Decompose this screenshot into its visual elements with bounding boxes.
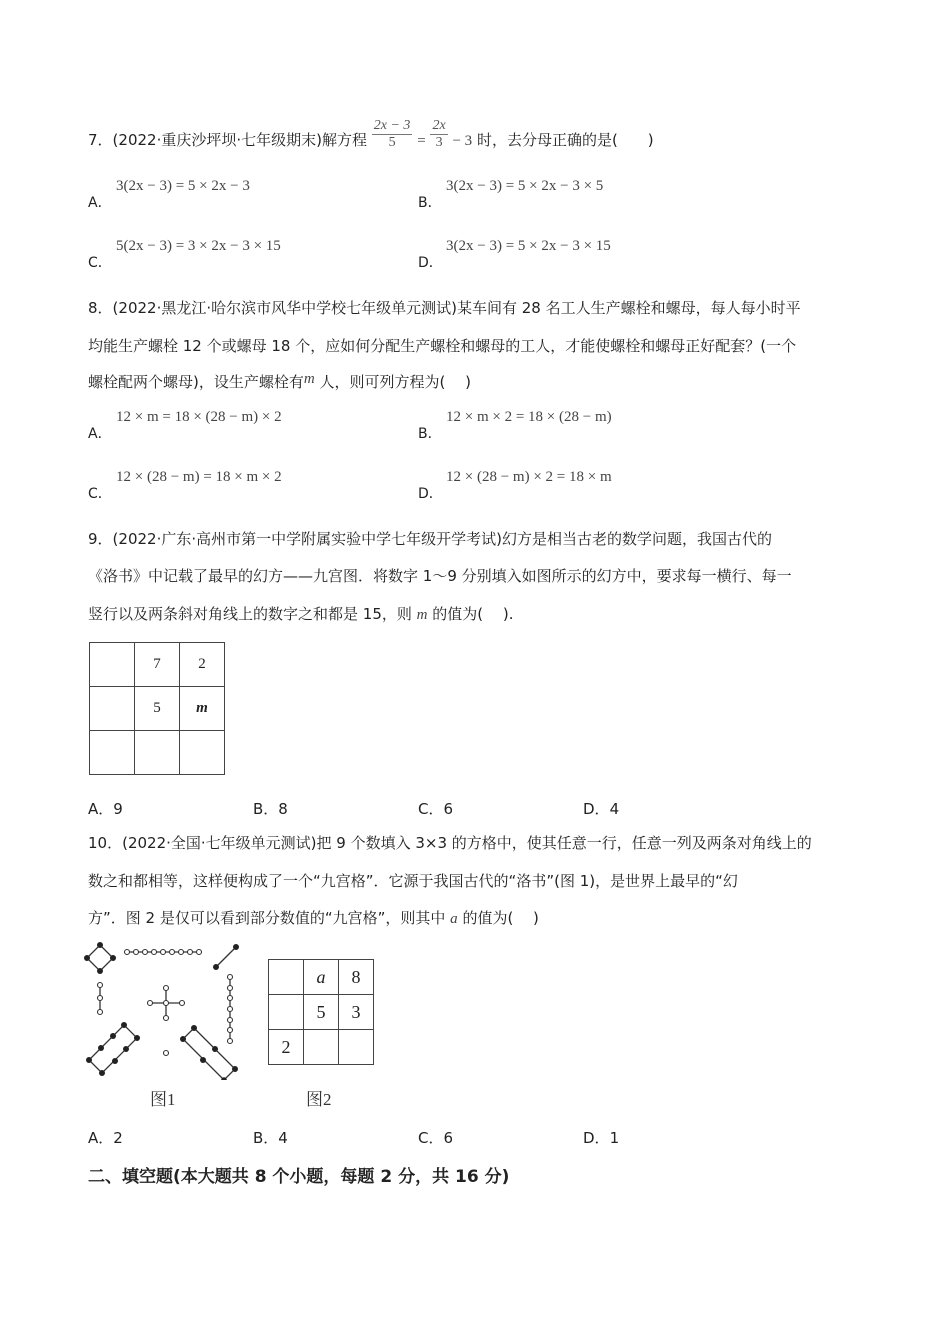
q7-option-c-expr: 5(2x − 3) = 3 × 2x − 3 × 15 — [116, 238, 281, 254]
q7-minus-three: − 3 — [452, 133, 473, 149]
q8-option-a-expr: 12 × m = 18 × (28 − m) × 2 — [116, 409, 282, 425]
q9-option-a-value: 9 — [113, 800, 123, 818]
q9-cell-r3c1 — [90, 731, 135, 775]
q10-cell-r2c1 — [269, 995, 304, 1030]
q7-option-d-expr: 3(2x − 3) = 5 × 2x − 3 × 15 — [446, 238, 611, 254]
q9-var-m: m — [416, 607, 428, 623]
q8-option-c-label: C． — [88, 486, 112, 502]
q8-option-a-label: A． — [88, 426, 112, 442]
q8-line-1: 8．(2022·黑龙江·哈尔滨市风华中学校七年级单元测试)某车间有 28 名工人生产螺栓和螺母，每人每小时平 — [88, 299, 801, 317]
section-2-heading: 二、填空题(本大题共 8 个小题，每题 2 分，共 16 分) — [88, 1167, 510, 1187]
q9-line-3-suffix: 的值为( ). — [427, 605, 514, 623]
q8-var-m: m — [303, 371, 315, 387]
q7-frac2-numerator: 2x — [432, 118, 446, 133]
q7-equals: = — [417, 133, 426, 149]
q10-option-d-label: D． — [583, 1129, 610, 1147]
q9-option-d — [583, 799, 619, 819]
q9-cell-r1c3: 2 — [180, 643, 225, 687]
q8-option-c-expr: 12 × (28 − m) = 18 × m × 2 — [116, 469, 282, 485]
q9-cell-r1c2: 7 — [135, 643, 180, 687]
q10-fig2-caption: 图2 — [306, 1090, 332, 1109]
q9-option-d-value: 4 — [609, 800, 620, 818]
q7-option-d-label: D． — [418, 255, 443, 271]
q7-option-a-label: A． — [88, 195, 112, 211]
q10-option-a — [88, 1128, 123, 1148]
q9-option-c-label: C． — [418, 800, 444, 818]
q10-cell-r1c2: a — [304, 960, 339, 995]
q7-stem — [88, 118, 654, 151]
q9-option-b — [253, 799, 288, 819]
q10-option-a-label: A． — [88, 1129, 114, 1147]
q10-option-d-value: 1 — [609, 1129, 620, 1147]
q8-line-3-prefix: 螺栓配两个螺母)，设生产螺栓有 — [88, 373, 304, 391]
q7-option-c-label: C． — [88, 255, 112, 271]
q7-frac1-numerator: 2x − 3 — [373, 118, 411, 133]
q7-frac2-denominator: 3 — [435, 135, 443, 150]
q8-option-d-label: D． — [418, 486, 443, 502]
q9-cell-r2c2: 5 — [135, 687, 180, 731]
q8-option-d-expr: 12 × (28 − m) × 2 = 18 × m — [446, 469, 612, 485]
q10-cell-r2c2: 5 — [304, 995, 339, 1030]
q9-line-3 — [88, 604, 514, 625]
q10-magic-square — [268, 959, 374, 1065]
q10-option-a-value: 2 — [113, 1129, 123, 1147]
q7-stem-suffix: 时，去分母正确的是( ) — [476, 131, 654, 149]
q9-cell-r2c3: m — [180, 687, 225, 731]
q10-line-1: 10．(2022·全国·七年级单元测试)把 9 个数填入 3×3 的方格中，使其任意一行，任意一列及两条对角线上的 — [88, 834, 812, 852]
q7-fraction-1 — [372, 118, 413, 151]
q10-option-c-value: 6 — [443, 1129, 454, 1147]
q9-option-a — [88, 799, 123, 819]
q8-line-3 — [88, 372, 471, 393]
q9-option-c — [418, 799, 453, 819]
q10-luoshu-figure — [82, 940, 244, 1080]
q10-line-3-prefix: 方”．图 2 是仅可以看到部分数值的“九宫格”，则其中 — [88, 909, 451, 927]
q9-option-a-label: A． — [88, 800, 114, 818]
q9-cell-r3c3 — [180, 731, 225, 775]
q10-cell-r2c3: 3 — [339, 995, 374, 1030]
q10-option-b-value: 4 — [278, 1129, 288, 1147]
q8-option-b-label: B． — [418, 426, 442, 442]
q10-cell-r1c3: 8 — [339, 960, 374, 995]
q10-cell-r3c1: 2 — [269, 1030, 304, 1065]
q9-option-b-label: B． — [253, 800, 279, 818]
q9-cell-r3c2 — [135, 731, 180, 775]
q9-line-1: 9．(2022·广东·高州市第一中学附属实验中学七年级开学考试)幻方是相当古老的数学问题，我国古代的 — [88, 530, 772, 548]
q10-option-d — [583, 1128, 619, 1148]
q7-frac1-denominator: 5 — [388, 135, 396, 150]
q10-option-c-label: C． — [418, 1129, 444, 1147]
q9-option-d-label: D． — [583, 800, 610, 818]
q9-option-c-value: 6 — [443, 800, 454, 818]
q8-line-2: 均能生产螺栓 12 个或螺母 18 个，应如何分配生产螺栓和螺母的工人，才能使螺栓和螺母正好配套？(一个 — [88, 337, 797, 355]
q8-option-b-expr: 12 × m × 2 = 18 × (28 − m) — [446, 409, 612, 425]
q10-option-b-label: B． — [253, 1129, 279, 1147]
q7-option-a-expr: 3(2x − 3) = 5 × 2x − 3 — [116, 178, 250, 194]
q8-line-3-suffix: 人，则可列方程为( ) — [314, 373, 471, 391]
q7-option-b-expr: 3(2x − 3) = 5 × 2x − 3 × 5 — [446, 178, 604, 194]
q10-line-3-suffix: 的值为( ) — [457, 909, 539, 927]
q9-magic-square — [89, 642, 225, 775]
q9-line-2: 《洛书》中记载了最早的幻方——九宫图．将数字 1～9 分别填入如图所示的幻方中，要求每一横行、每一 — [88, 567, 792, 585]
q10-cell-r3c2 — [304, 1030, 339, 1065]
q10-line-3 — [88, 908, 539, 929]
q7-option-b-label: B． — [418, 195, 442, 211]
q9-cell-r1c1 — [90, 643, 135, 687]
q9-option-b-value: 8 — [278, 800, 288, 818]
q7-stem-prefix: 7．(2022·重庆沙坪坝·七年级期末)解方程 — [88, 131, 367, 149]
q10-option-c — [418, 1128, 453, 1148]
q10-cell-r1c1 — [269, 960, 304, 995]
q10-var-a: a — [450, 911, 458, 927]
q7-fraction-2 — [430, 118, 447, 151]
q10-cell-r3c3 — [339, 1030, 374, 1065]
q10-fig1-caption: 图1 — [150, 1090, 176, 1109]
q9-line-3-prefix: 竖行以及两条斜对角线上的数字之和都是 15，则 — [88, 605, 417, 623]
q10-line-2: 数之和都相等，这样便构成了一个“九宫格”．它源于我国古代的“洛书”(图 1)，是世界上最早的“幻 — [88, 872, 738, 890]
q9-cell-r2c1 — [90, 687, 135, 731]
q10-option-b — [253, 1128, 288, 1148]
